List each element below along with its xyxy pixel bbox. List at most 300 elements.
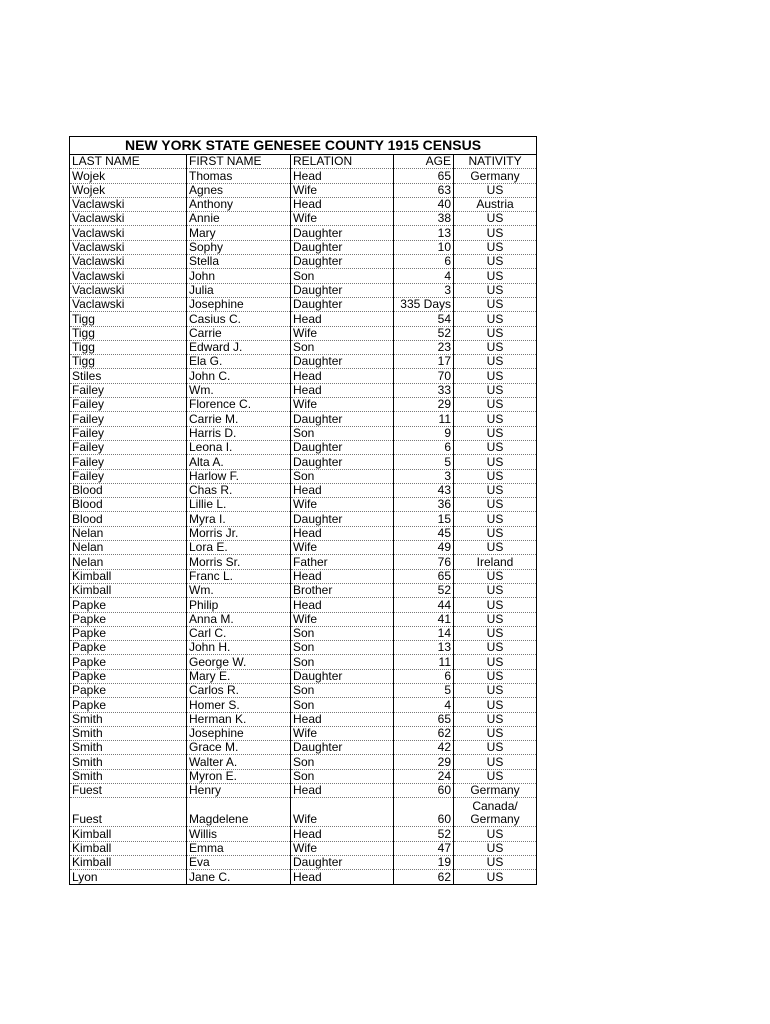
cell-last-name: Failey	[70, 440, 187, 454]
cell-last-name: Stiles	[70, 369, 187, 383]
cell-last-name: Failey	[70, 469, 187, 483]
cell-last-name: Smith	[70, 726, 187, 740]
cell-relation: Daughter	[291, 240, 394, 254]
cell-relation: Head	[291, 169, 394, 183]
cell-age: 29	[394, 755, 454, 769]
cell-relation: Wife	[291, 498, 394, 512]
cell-first-name: Walter A.	[187, 755, 291, 769]
cell-last-name: Vaclawski	[70, 269, 187, 283]
table-row	[70, 340, 537, 354]
cell-age: 36	[394, 498, 454, 512]
cell-first-name: Grace M.	[187, 741, 291, 755]
cell-first-name: Philip	[187, 598, 291, 612]
cell-last-name: Papke	[70, 698, 187, 712]
cell-nativity: US	[454, 769, 537, 783]
cell-relation: Head	[291, 827, 394, 841]
table-row	[70, 569, 537, 583]
cell-age: 62	[394, 870, 454, 884]
table-row	[70, 283, 537, 297]
cell-relation: Wife	[291, 326, 394, 340]
table-row	[70, 741, 537, 755]
cell-nativity: US	[454, 512, 537, 526]
cell-nativity: US	[454, 541, 537, 555]
cell-nativity: US	[454, 255, 537, 269]
cell-relation: Daughter	[291, 512, 394, 526]
table-row	[70, 355, 537, 369]
cell-age: 24	[394, 769, 454, 783]
cell-age: 52	[394, 583, 454, 597]
cell-last-name: Papke	[70, 612, 187, 626]
cell-age: 60	[394, 784, 454, 798]
cell-first-name: Lora E.	[187, 541, 291, 555]
cell-nativity: US	[454, 612, 537, 626]
table-row	[70, 541, 537, 555]
cell-first-name: Myron E.	[187, 769, 291, 783]
cell-first-name: Josephine	[187, 297, 291, 311]
cell-first-name: Morris Sr.	[187, 555, 291, 569]
cell-age: 3	[394, 283, 454, 297]
cell-relation: Daughter	[291, 412, 394, 426]
cell-first-name: Wm.	[187, 583, 291, 597]
cell-first-name: George W.	[187, 655, 291, 669]
cell-age: 65	[394, 169, 454, 183]
cell-last-name: Vaclawski	[70, 283, 187, 297]
header-last-name: LAST NAME	[70, 155, 187, 169]
cell-first-name: Julia	[187, 283, 291, 297]
title-row	[70, 137, 537, 155]
table-row	[70, 326, 537, 340]
cell-nativity: US	[454, 340, 537, 354]
cell-age: 62	[394, 726, 454, 740]
cell-last-name: Papke	[70, 626, 187, 640]
cell-last-name: Wojek	[70, 183, 187, 197]
cell-relation: Daughter	[291, 455, 394, 469]
cell-age: 52	[394, 326, 454, 340]
cell-nativity: US	[454, 240, 537, 254]
table-row	[70, 698, 537, 712]
table-row	[70, 383, 537, 397]
cell-last-name: Vaclawski	[70, 212, 187, 226]
table-row	[70, 426, 537, 440]
table-row	[70, 712, 537, 726]
cell-first-name: Carrie	[187, 326, 291, 340]
cell-age: 60	[394, 798, 454, 827]
cell-age: 6	[394, 669, 454, 683]
cell-relation: Son	[291, 655, 394, 669]
cell-last-name: Papke	[70, 669, 187, 683]
table-row	[70, 669, 537, 683]
cell-last-name: Failey	[70, 455, 187, 469]
table-row	[70, 498, 537, 512]
cell-nativity: US	[454, 469, 537, 483]
cell-nativity: US	[454, 283, 537, 297]
cell-age: 47	[394, 841, 454, 855]
cell-last-name: Fuest	[70, 798, 187, 827]
cell-first-name: Agnes	[187, 183, 291, 197]
table-row	[70, 455, 537, 469]
header-nativity: NATIVITY	[454, 155, 537, 169]
table-row	[70, 769, 537, 783]
cell-relation: Daughter	[291, 855, 394, 869]
table-row	[70, 555, 537, 569]
cell-last-name: Papke	[70, 683, 187, 697]
cell-relation: Son	[291, 269, 394, 283]
cell-relation: Head	[291, 312, 394, 326]
cell-age: 10	[394, 240, 454, 254]
cell-relation: Father	[291, 555, 394, 569]
table-row	[70, 255, 537, 269]
cell-relation: Wife	[291, 212, 394, 226]
cell-last-name: Wojek	[70, 169, 187, 183]
cell-first-name: Lillie L.	[187, 498, 291, 512]
cell-age: 11	[394, 655, 454, 669]
cell-last-name: Papke	[70, 598, 187, 612]
cell-first-name: John	[187, 269, 291, 283]
cell-last-name: Kimball	[70, 583, 187, 597]
cell-last-name: Smith	[70, 712, 187, 726]
table-row	[70, 583, 537, 597]
cell-nativity: US	[454, 383, 537, 397]
cell-age: 4	[394, 698, 454, 712]
cell-relation: Son	[291, 340, 394, 354]
cell-relation: Head	[291, 383, 394, 397]
table-row	[70, 212, 537, 226]
table-row	[70, 755, 537, 769]
cell-age: 9	[394, 426, 454, 440]
cell-nativity: US	[454, 827, 537, 841]
cell-age: 44	[394, 598, 454, 612]
cell-last-name: Smith	[70, 755, 187, 769]
cell-age: 70	[394, 369, 454, 383]
cell-nativity: US	[454, 755, 537, 769]
cell-last-name: Smith	[70, 741, 187, 755]
cell-relation: Head	[291, 369, 394, 383]
cell-first-name: Myra I.	[187, 512, 291, 526]
cell-nativity: US	[454, 526, 537, 540]
cell-last-name: Failey	[70, 398, 187, 412]
census-table	[69, 136, 537, 885]
cell-first-name: Herman K.	[187, 712, 291, 726]
cell-age: 42	[394, 741, 454, 755]
census-table-body	[70, 137, 537, 885]
cell-relation: Daughter	[291, 283, 394, 297]
table-row	[70, 641, 537, 655]
cell-age: 15	[394, 512, 454, 526]
table-row	[70, 369, 537, 383]
cell-nativity: Germany	[454, 784, 537, 798]
table-row	[70, 483, 537, 497]
cell-relation: Son	[291, 698, 394, 712]
cell-first-name: Alta A.	[187, 455, 291, 469]
cell-first-name: Stella	[187, 255, 291, 269]
cell-first-name: Thomas	[187, 169, 291, 183]
cell-relation: Wife	[291, 726, 394, 740]
cell-age: 43	[394, 483, 454, 497]
table-row	[70, 526, 537, 540]
cell-nativity: US	[454, 455, 537, 469]
cell-age: 13	[394, 641, 454, 655]
cell-relation: Son	[291, 641, 394, 655]
table-row	[70, 183, 537, 197]
census-title: NEW YORK STATE GENESEE COUNTY 1915 CENSUS	[70, 137, 537, 155]
cell-age: 335 Days	[394, 297, 454, 311]
cell-age: 5	[394, 683, 454, 697]
cell-nativity: US	[454, 369, 537, 383]
cell-nativity: US	[454, 297, 537, 311]
cell-last-name: Kimball	[70, 855, 187, 869]
cell-relation: Daughter	[291, 355, 394, 369]
cell-last-name: Vaclawski	[70, 240, 187, 254]
table-row	[70, 841, 537, 855]
cell-relation: Head	[291, 197, 394, 211]
cell-first-name: John H.	[187, 641, 291, 655]
cell-first-name: Magdelene	[187, 798, 291, 827]
cell-age: 45	[394, 526, 454, 540]
cell-last-name: Tigg	[70, 312, 187, 326]
cell-last-name: Kimball	[70, 841, 187, 855]
cell-first-name: Harlow F.	[187, 469, 291, 483]
cell-last-name: Tigg	[70, 326, 187, 340]
cell-relation: Daughter	[291, 226, 394, 240]
cell-first-name: Sophy	[187, 240, 291, 254]
cell-first-name: Carlos R.	[187, 683, 291, 697]
cell-first-name: Ela G.	[187, 355, 291, 369]
cell-nativity: US	[454, 841, 537, 855]
cell-age: 19	[394, 855, 454, 869]
table-row	[70, 412, 537, 426]
cell-relation: Son	[291, 426, 394, 440]
cell-nativity: US	[454, 741, 537, 755]
cell-age: 3	[394, 469, 454, 483]
cell-relation: Son	[291, 626, 394, 640]
cell-nativity: US	[454, 312, 537, 326]
cell-last-name: Papke	[70, 655, 187, 669]
cell-last-name: Smith	[70, 769, 187, 783]
cell-last-name: Vaclawski	[70, 297, 187, 311]
cell-last-name: Nelan	[70, 526, 187, 540]
cell-last-name: Nelan	[70, 541, 187, 555]
cell-nativity: US	[454, 598, 537, 612]
cell-first-name: Morris Jr.	[187, 526, 291, 540]
table-row	[70, 169, 537, 183]
cell-last-name: Nelan	[70, 555, 187, 569]
cell-age: 6	[394, 440, 454, 454]
cell-relation: Wife	[291, 541, 394, 555]
cell-relation: Son	[291, 683, 394, 697]
cell-last-name: Blood	[70, 512, 187, 526]
cell-nativity: US	[454, 855, 537, 869]
cell-nativity: US	[454, 726, 537, 740]
table-row	[70, 312, 537, 326]
cell-nativity: US	[454, 626, 537, 640]
cell-nativity: US	[454, 641, 537, 655]
cell-relation: Daughter	[291, 741, 394, 755]
table-row	[70, 870, 537, 884]
cell-nativity: US	[454, 683, 537, 697]
cell-nativity: US	[454, 712, 537, 726]
cell-last-name: Kimball	[70, 827, 187, 841]
cell-age: 65	[394, 712, 454, 726]
cell-first-name: Homer S.	[187, 698, 291, 712]
cell-age: 4	[394, 269, 454, 283]
cell-relation: Head	[291, 712, 394, 726]
cell-nativity: US	[454, 655, 537, 669]
cell-nativity: US	[454, 583, 537, 597]
table-row	[70, 398, 537, 412]
cell-last-name: Vaclawski	[70, 226, 187, 240]
cell-first-name: Anthony	[187, 197, 291, 211]
cell-nativity: US	[454, 269, 537, 283]
cell-nativity: US	[454, 326, 537, 340]
table-row	[70, 827, 537, 841]
cell-relation: Son	[291, 769, 394, 783]
cell-first-name: Casius C.	[187, 312, 291, 326]
cell-first-name: Willis	[187, 827, 291, 841]
table-row	[70, 798, 537, 827]
cell-relation: Daughter	[291, 297, 394, 311]
cell-first-name: Henry	[187, 784, 291, 798]
cell-first-name: Mary E.	[187, 669, 291, 683]
cell-age: 41	[394, 612, 454, 626]
cell-age: 33	[394, 383, 454, 397]
cell-age: 52	[394, 827, 454, 841]
cell-age: 49	[394, 541, 454, 555]
table-row	[70, 297, 537, 311]
cell-age: 13	[394, 226, 454, 240]
cell-age: 38	[394, 212, 454, 226]
cell-relation: Daughter	[291, 440, 394, 454]
cell-last-name: Failey	[70, 426, 187, 440]
table-row	[70, 598, 537, 612]
cell-first-name: Josephine	[187, 726, 291, 740]
table-row	[70, 226, 537, 240]
cell-age: 17	[394, 355, 454, 369]
cell-age: 14	[394, 626, 454, 640]
cell-last-name: Fuest	[70, 784, 187, 798]
cell-nativity: Canada/ Germany	[454, 798, 537, 827]
cell-relation: Head	[291, 569, 394, 583]
table-row	[70, 855, 537, 869]
cell-age: 40	[394, 197, 454, 211]
cell-nativity: US	[454, 440, 537, 454]
cell-first-name: Eva	[187, 855, 291, 869]
cell-first-name: Edward J.	[187, 340, 291, 354]
cell-age: 29	[394, 398, 454, 412]
cell-last-name: Tigg	[70, 340, 187, 354]
cell-age: 54	[394, 312, 454, 326]
table-row	[70, 269, 537, 283]
cell-relation: Wife	[291, 798, 394, 827]
cell-age: 23	[394, 340, 454, 354]
cell-nativity: US	[454, 183, 537, 197]
cell-first-name: Harris D.	[187, 426, 291, 440]
cell-last-name: Blood	[70, 483, 187, 497]
table-row	[70, 512, 537, 526]
cell-relation: Wife	[291, 398, 394, 412]
cell-age: 6	[394, 255, 454, 269]
cell-relation: Head	[291, 598, 394, 612]
cell-first-name: Leona I.	[187, 440, 291, 454]
cell-nativity: US	[454, 426, 537, 440]
cell-relation: Head	[291, 784, 394, 798]
header-first-name: FIRST NAME	[187, 155, 291, 169]
cell-first-name: Carl C.	[187, 626, 291, 640]
cell-first-name: Mary	[187, 226, 291, 240]
cell-first-name: Carrie M.	[187, 412, 291, 426]
cell-relation: Brother	[291, 583, 394, 597]
cell-relation: Wife	[291, 841, 394, 855]
table-row	[70, 440, 537, 454]
cell-first-name: Jane C.	[187, 870, 291, 884]
cell-nativity: US	[454, 355, 537, 369]
cell-last-name: Papke	[70, 641, 187, 655]
cell-first-name: Florence C.	[187, 398, 291, 412]
cell-relation: Son	[291, 469, 394, 483]
cell-relation: Head	[291, 870, 394, 884]
cell-first-name: Anna M.	[187, 612, 291, 626]
cell-nativity: US	[454, 498, 537, 512]
cell-nativity: US	[454, 483, 537, 497]
cell-nativity: US	[454, 398, 537, 412]
cell-first-name: John C.	[187, 369, 291, 383]
cell-last-name: Tigg	[70, 355, 187, 369]
table-row	[70, 469, 537, 483]
cell-first-name: Wm.	[187, 383, 291, 397]
cell-nativity: Ireland	[454, 555, 537, 569]
cell-nativity: US	[454, 698, 537, 712]
cell-nativity: US	[454, 226, 537, 240]
cell-nativity: US	[454, 870, 537, 884]
cell-last-name: Vaclawski	[70, 255, 187, 269]
cell-last-name: Lyon	[70, 870, 187, 884]
cell-last-name: Kimball	[70, 569, 187, 583]
cell-last-name: Failey	[70, 383, 187, 397]
table-row	[70, 683, 537, 697]
cell-relation: Head	[291, 483, 394, 497]
cell-first-name: Chas R.	[187, 483, 291, 497]
table-row	[70, 612, 537, 626]
cell-age: 11	[394, 412, 454, 426]
cell-first-name: Franc L.	[187, 569, 291, 583]
table-row	[70, 655, 537, 669]
cell-relation: Head	[291, 526, 394, 540]
cell-age: 65	[394, 569, 454, 583]
cell-relation: Daughter	[291, 669, 394, 683]
table-row	[70, 240, 537, 254]
cell-nativity: US	[454, 569, 537, 583]
table-row	[70, 626, 537, 640]
header-age: AGE	[394, 155, 454, 169]
cell-age: 76	[394, 555, 454, 569]
cell-relation: Son	[291, 755, 394, 769]
cell-age: 63	[394, 183, 454, 197]
cell-age: 5	[394, 455, 454, 469]
table-row	[70, 726, 537, 740]
cell-last-name: Failey	[70, 412, 187, 426]
table-row	[70, 784, 537, 798]
cell-relation: Wife	[291, 612, 394, 626]
cell-nativity: Austria	[454, 197, 537, 211]
cell-relation: Wife	[291, 183, 394, 197]
cell-nativity: US	[454, 412, 537, 426]
cell-last-name: Blood	[70, 498, 187, 512]
cell-last-name: Vaclawski	[70, 197, 187, 211]
cell-nativity: Germany	[454, 169, 537, 183]
cell-first-name: Annie	[187, 212, 291, 226]
cell-first-name: Emma	[187, 841, 291, 855]
cell-nativity: US	[454, 212, 537, 226]
header-relation: RELATION	[291, 155, 394, 169]
